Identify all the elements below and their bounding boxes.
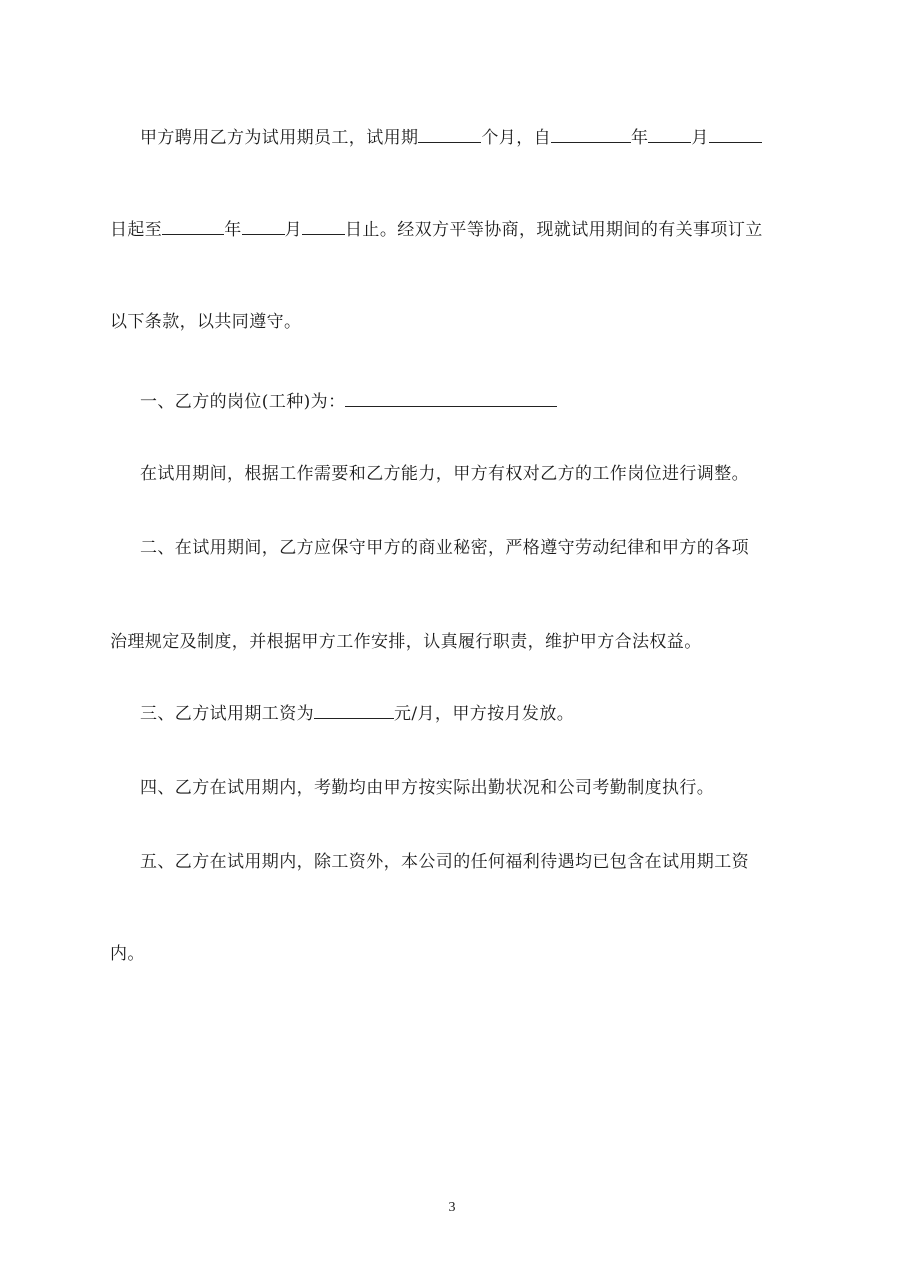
clause-1-note: 在试用期间，根据工作需要和乙方能力，甲方有权对乙方的工作岗位进行调整。 [140, 464, 749, 484]
clause-2-line-2: 治理规定及制度，并根据甲方工作安排，认真履行职责，维护甲方合法权益。 [110, 632, 702, 652]
blank-end-day [302, 218, 345, 235]
text-segment: 个月，自 [481, 128, 552, 148]
blank-end-year [162, 218, 224, 235]
clause-3-salary [140, 702, 574, 726]
clause-1-position [140, 390, 557, 414]
blank-start-year [551, 126, 631, 143]
text-segment: 日止。经双方平等协商，现就试用期间的有关事项订立 [345, 220, 763, 240]
blank-position [345, 390, 557, 407]
text-segment: 一、乙方的岗位(工种)为： [140, 392, 346, 412]
text-segment: 元/月，甲方按月发放。 [394, 704, 575, 724]
clause-4-attendance: 四、乙方在试用期内，考勤均由甲方按实际出勤状况和公司考勤制度执行。 [140, 778, 715, 798]
blank-end-month [242, 218, 285, 235]
clause-5-line-1: 五、乙方在试用期内，除工资外，本公司的任何福利待遇均已包含在试用期工资 [140, 852, 749, 872]
text-segment: 年 [224, 220, 242, 240]
blank-start-month [648, 126, 691, 143]
clause-5-line-2: 内。 [110, 944, 145, 964]
text-segment: 月 [691, 128, 709, 148]
text-segment: 日起至 [110, 220, 163, 240]
text-segment: 三、乙方试用期工资为 [140, 704, 314, 724]
blank-start-day [709, 126, 762, 143]
clause-2-line-1: 二、在试用期间，乙方应保守甲方的商业秘密，严格遵守劳动纪律和甲方的各项 [140, 538, 749, 558]
text-segment: 月 [284, 220, 303, 240]
text-segment: 年 [631, 128, 649, 148]
blank-months [418, 126, 481, 143]
paragraph-probation-intro [140, 126, 762, 150]
page-number: 3 [448, 1200, 456, 1215]
text-segment: 甲方聘用乙方为试用期员工，试用期 [140, 128, 419, 148]
paragraph-probation-period [110, 218, 763, 242]
paragraph-terms-intro: 以下条款，以共同遵守。 [110, 312, 302, 332]
blank-salary [314, 702, 394, 719]
